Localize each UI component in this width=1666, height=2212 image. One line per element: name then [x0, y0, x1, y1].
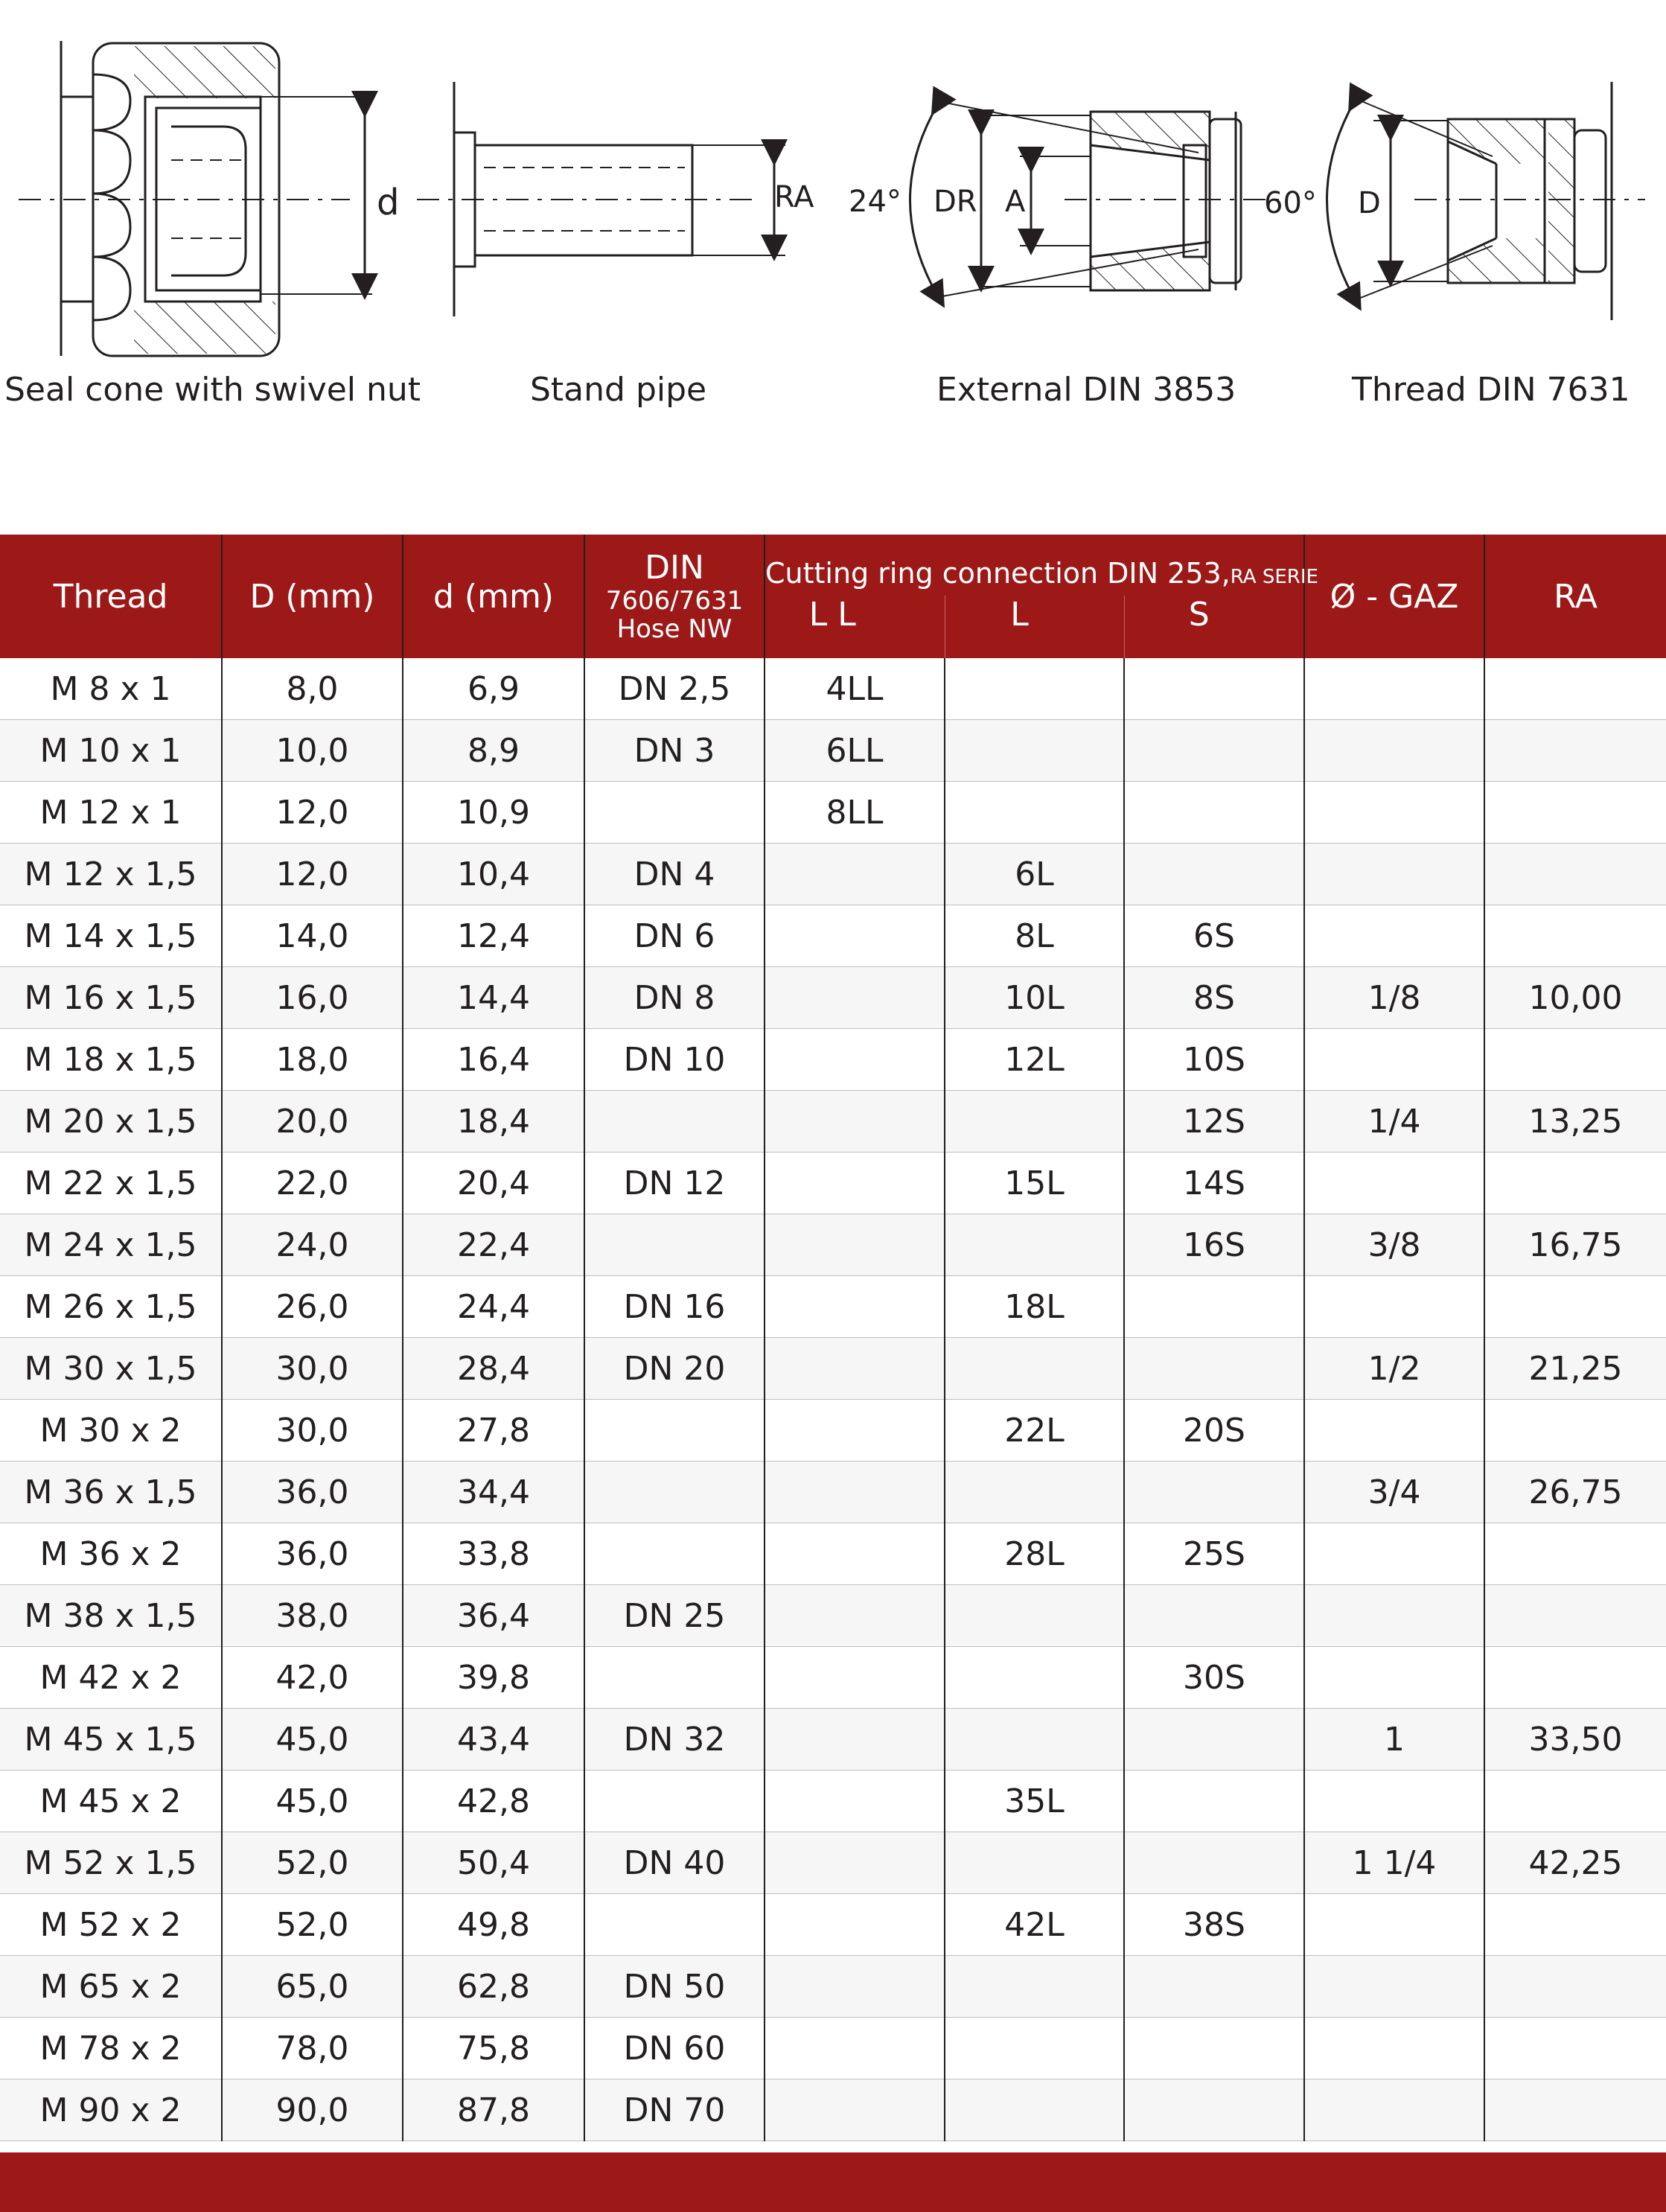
cell-s — [1124, 1585, 1304, 1647]
cell-ra: 10,00 — [1484, 967, 1666, 1029]
cell-din-hose — [584, 1770, 765, 1832]
cell-s — [1124, 1709, 1304, 1770]
header-gaz: Ø - GAZ — [1304, 535, 1484, 658]
cell-din-hose: DN 12 — [584, 1153, 765, 1214]
cell-thread: M 90 x 2 — [0, 2079, 222, 2141]
cell-l: 12L — [945, 1029, 1124, 1091]
cell-gaz — [1304, 844, 1484, 905]
cell-l — [945, 782, 1124, 844]
cell-inner-diameter: 34,4 — [403, 1462, 584, 1523]
cell-outer-diameter: 12,0 — [222, 844, 403, 905]
cell-din-hose: DN 3 — [584, 720, 765, 782]
cell-thread: M 36 x 1,5 — [0, 1462, 222, 1523]
cell-s — [1124, 1832, 1304, 1894]
cell-thread: M 16 x 1,5 — [0, 967, 222, 1029]
cell-thread: M 12 x 1 — [0, 782, 222, 844]
cell-ll — [765, 1832, 945, 1894]
cell-outer-diameter: 14,0 — [222, 905, 403, 967]
cell-s: 10S — [1124, 1029, 1304, 1091]
cell-s — [1124, 1770, 1304, 1832]
cell-din-hose: DN 4 — [584, 844, 765, 905]
cell-din-hose: DN 70 — [584, 2079, 765, 2141]
cell-outer-diameter: 30,0 — [222, 1338, 403, 1400]
cell-outer-diameter: 36,0 — [222, 1523, 403, 1585]
table-row — [0, 1214, 1666, 1276]
cell-inner-diameter: 10,4 — [403, 844, 584, 905]
cell-inner-diameter: 22,4 — [403, 1214, 584, 1276]
table-header — [0, 535, 1666, 658]
cell-ra — [1484, 1585, 1666, 1647]
cell-ra — [1484, 2018, 1666, 2079]
cell-inner-diameter: 8,9 — [403, 720, 584, 782]
cell-inner-diameter: 10,9 — [403, 782, 584, 844]
cell-s — [1124, 2079, 1304, 2141]
cell-thread: M 8 x 1 — [0, 658, 222, 720]
cell-outer-diameter: 22,0 — [222, 1153, 403, 1214]
table-row — [0, 1647, 1666, 1709]
cell-ra — [1484, 844, 1666, 905]
footer-bar — [0, 2152, 1666, 2212]
table-row — [0, 782, 1666, 844]
table-row — [0, 1523, 1666, 1585]
cell-gaz: 3/8 — [1304, 1214, 1484, 1276]
cell-s — [1124, 1276, 1304, 1338]
cell-thread: M 20 x 1,5 — [0, 1091, 222, 1153]
cell-thread: M 45 x 1,5 — [0, 1709, 222, 1770]
thread-d-label: D — [1358, 186, 1381, 220]
cell-thread: M 52 x 2 — [0, 1894, 222, 1956]
cell-thread: M 10 x 1 — [0, 720, 222, 782]
cell-outer-diameter: 16,0 — [222, 967, 403, 1029]
cell-gaz — [1304, 1647, 1484, 1709]
table-row — [0, 1462, 1666, 1523]
cell-outer-diameter: 26,0 — [222, 1276, 403, 1338]
cell-ra — [1484, 2079, 1666, 2141]
table-row — [0, 1400, 1666, 1462]
table-row — [0, 1029, 1666, 1091]
cell-inner-diameter: 24,4 — [403, 1276, 584, 1338]
cell-ra: 42,25 — [1484, 1832, 1666, 1894]
cell-ra — [1484, 658, 1666, 720]
cell-inner-diameter: 87,8 — [403, 2079, 584, 2141]
cell-s: 6S — [1124, 905, 1304, 967]
cell-gaz — [1304, 658, 1484, 720]
cell-thread: M 36 x 2 — [0, 1523, 222, 1585]
cell-l: 42L — [945, 1894, 1124, 1956]
table-row — [0, 1338, 1666, 1400]
cell-gaz — [1304, 1770, 1484, 1832]
cell-ll — [765, 1462, 945, 1523]
cell-thread: M 38 x 1,5 — [0, 1585, 222, 1647]
diagram-strip — [0, 0, 1666, 447]
cell-outer-diameter: 8,0 — [222, 658, 403, 720]
cell-ll — [765, 1956, 945, 2018]
cell-s — [1124, 720, 1304, 782]
cell-thread: M 30 x 2 — [0, 1400, 222, 1462]
cell-gaz — [1304, 1400, 1484, 1462]
cell-ra — [1484, 1647, 1666, 1709]
cell-inner-diameter: 33,8 — [403, 1523, 584, 1585]
header-s: S — [1124, 596, 1304, 658]
cell-ll — [765, 2079, 945, 2141]
cell-gaz — [1304, 1585, 1484, 1647]
cell-thread: M 30 x 1,5 — [0, 1338, 222, 1400]
cell-din-hose — [584, 1214, 765, 1276]
header-cutting-ring-label: Cutting ring connection DIN 253, — [765, 557, 1231, 590]
cell-din-hose: DN 20 — [584, 1338, 765, 1400]
cell-s: 16S — [1124, 1214, 1304, 1276]
table-row — [0, 2018, 1666, 2079]
table-row — [0, 1770, 1666, 1832]
cell-thread: M 65 x 2 — [0, 1956, 222, 2018]
cell-gaz — [1304, 2079, 1484, 2141]
cell-ra: 26,75 — [1484, 1462, 1666, 1523]
cell-inner-diameter: 39,8 — [403, 1647, 584, 1709]
table-row — [0, 1956, 1666, 2018]
cell-outer-diameter: 45,0 — [222, 1770, 403, 1832]
external-din-caption: External DIN 3853 — [936, 371, 1236, 409]
cell-inner-diameter: 75,8 — [403, 2018, 584, 2079]
table-row — [0, 2079, 1666, 2141]
cell-din-hose — [584, 1647, 765, 1709]
cell-din-hose: DN 25 — [584, 1585, 765, 1647]
cell-inner-diameter: 12,4 — [403, 905, 584, 967]
cell-din-hose: DN 40 — [584, 1832, 765, 1894]
header-din-hose-nw: Hose NW — [616, 614, 733, 644]
cell-gaz — [1304, 2018, 1484, 2079]
cell-inner-diameter: 20,4 — [403, 1153, 584, 1214]
seal-cone-d-label: d — [377, 182, 400, 223]
cell-inner-diameter: 27,8 — [403, 1400, 584, 1462]
cell-l — [945, 1462, 1124, 1523]
cell-ll — [765, 1091, 945, 1153]
header-inner-diameter: d (mm) — [403, 535, 584, 658]
cell-l — [945, 1091, 1124, 1153]
cell-gaz: 1/4 — [1304, 1091, 1484, 1153]
cell-ll — [765, 1709, 945, 1770]
cell-din-hose — [584, 782, 765, 844]
cell-inner-diameter: 16,4 — [403, 1029, 584, 1091]
cell-inner-diameter: 18,4 — [403, 1091, 584, 1153]
seal-cone-caption: Seal cone with swivel nut — [4, 371, 421, 409]
cell-gaz — [1304, 1153, 1484, 1214]
cell-ll — [765, 1338, 945, 1400]
table-row — [0, 1709, 1666, 1770]
seal-cone-diagram — [19, 41, 372, 356]
cell-ll — [765, 1647, 945, 1709]
cell-ra: 21,25 — [1484, 1338, 1666, 1400]
cell-ra — [1484, 1770, 1666, 1832]
table-row — [0, 1585, 1666, 1647]
cell-outer-diameter: 12,0 — [222, 782, 403, 844]
cell-gaz: 1 — [1304, 1709, 1484, 1770]
cell-thread: M 52 x 1,5 — [0, 1832, 222, 1894]
cell-ll: 4LL — [765, 658, 945, 720]
cell-gaz — [1304, 1029, 1484, 1091]
cell-outer-diameter: 18,0 — [222, 1029, 403, 1091]
cell-gaz — [1304, 1894, 1484, 1956]
cell-outer-diameter: 78,0 — [222, 2018, 403, 2079]
cell-thread: M 12 x 1,5 — [0, 844, 222, 905]
cell-din-hose: DN 60 — [584, 2018, 765, 2079]
cell-ra — [1484, 1956, 1666, 2018]
stand-pipe-diagram — [417, 82, 785, 316]
table-row — [0, 905, 1666, 967]
table-row — [0, 967, 1666, 1029]
table-row — [0, 1153, 1666, 1214]
cell-outer-diameter: 42,0 — [222, 1647, 403, 1709]
cell-gaz — [1304, 782, 1484, 844]
cell-l — [945, 1647, 1124, 1709]
table-row — [0, 1832, 1666, 1894]
cell-ra — [1484, 720, 1666, 782]
cell-ra — [1484, 1029, 1666, 1091]
cell-gaz: 1/8 — [1304, 967, 1484, 1029]
cell-l: 6L — [945, 844, 1124, 905]
cell-ll — [765, 1214, 945, 1276]
cell-gaz — [1304, 905, 1484, 967]
header-l: L — [945, 596, 1124, 658]
cell-gaz: 3/4 — [1304, 1462, 1484, 1523]
cell-l: 8L — [945, 905, 1124, 967]
cell-ra — [1484, 1523, 1666, 1585]
cell-outer-diameter: 20,0 — [222, 1091, 403, 1153]
thread-angle-label: 60° — [1264, 186, 1317, 220]
external-dr-label: DR — [933, 185, 977, 219]
cell-thread: M 24 x 1,5 — [0, 1214, 222, 1276]
cell-ra: 33,50 — [1484, 1709, 1666, 1770]
cell-din-hose: DN 50 — [584, 1956, 765, 2018]
cell-gaz — [1304, 1276, 1484, 1338]
cell-s — [1124, 844, 1304, 905]
header-ra: RA — [1484, 535, 1666, 658]
cell-din-hose — [584, 1400, 765, 1462]
cell-l — [945, 720, 1124, 782]
cell-outer-diameter: 24,0 — [222, 1214, 403, 1276]
cell-s — [1124, 2018, 1304, 2079]
cell-ll — [765, 1523, 945, 1585]
cell-outer-diameter: 52,0 — [222, 1894, 403, 1956]
cell-s: 12S — [1124, 1091, 1304, 1153]
cell-outer-diameter: 38,0 — [222, 1585, 403, 1647]
cell-inner-diameter: 50,4 — [403, 1832, 584, 1894]
cell-s: 38S — [1124, 1894, 1304, 1956]
cell-inner-diameter: 49,8 — [403, 1894, 584, 1956]
cell-s — [1124, 1338, 1304, 1400]
cell-outer-diameter: 30,0 — [222, 1400, 403, 1462]
cell-s — [1124, 658, 1304, 720]
cell-gaz: 1 1/4 — [1304, 1832, 1484, 1894]
cell-inner-diameter: 28,4 — [403, 1338, 584, 1400]
cell-thread: M 42 x 2 — [0, 1647, 222, 1709]
cell-din-hose: DN 6 — [584, 905, 765, 967]
cell-inner-diameter: 62,8 — [403, 1956, 584, 2018]
cell-inner-diameter: 36,4 — [403, 1585, 584, 1647]
cell-din-hose — [584, 1091, 765, 1153]
cell-din-hose — [584, 1894, 765, 1956]
cell-outer-diameter: 65,0 — [222, 1956, 403, 2018]
cell-inner-diameter: 43,4 — [403, 1709, 584, 1770]
cell-outer-diameter: 36,0 — [222, 1462, 403, 1523]
header-cutting-ring — [765, 535, 1318, 596]
cell-ll — [765, 1894, 945, 1956]
cell-ll — [765, 1770, 945, 1832]
cell-ll — [765, 844, 945, 905]
table-row — [0, 1894, 1666, 1956]
header-din-title: DIN — [645, 549, 704, 587]
cell-gaz — [1304, 1956, 1484, 2018]
cell-ra: 13,25 — [1484, 1091, 1666, 1153]
table-row — [0, 844, 1666, 905]
cell-outer-diameter: 45,0 — [222, 1709, 403, 1770]
cell-l: 22L — [945, 1400, 1124, 1462]
cell-inner-diameter: 42,8 — [403, 1770, 584, 1832]
cell-l — [945, 1956, 1124, 2018]
cell-s: 20S — [1124, 1400, 1304, 1462]
cell-outer-diameter: 10,0 — [222, 720, 403, 782]
cell-ll — [765, 1276, 945, 1338]
cell-ra — [1484, 1276, 1666, 1338]
cell-ra: 16,75 — [1484, 1214, 1666, 1276]
cell-din-hose: DN 2,5 — [584, 658, 765, 720]
table-body — [0, 658, 1666, 2141]
cell-s — [1124, 782, 1304, 844]
cell-din-hose: DN 32 — [584, 1709, 765, 1770]
cell-gaz: 1/2 — [1304, 1338, 1484, 1400]
cell-s: 14S — [1124, 1153, 1304, 1214]
cell-outer-diameter: 90,0 — [222, 2079, 403, 2141]
cell-ra — [1484, 905, 1666, 967]
cell-l — [945, 1709, 1124, 1770]
cell-s: 8S — [1124, 967, 1304, 1029]
table-row — [0, 1091, 1666, 1153]
specification-table — [0, 535, 1666, 2141]
cell-thread: M 78 x 2 — [0, 2018, 222, 2079]
cell-l — [945, 1832, 1124, 1894]
cell-l — [945, 1338, 1124, 1400]
cell-ra — [1484, 782, 1666, 844]
table-row — [0, 720, 1666, 782]
cell-din-hose: DN 16 — [584, 1276, 765, 1338]
cell-inner-diameter: 6,9 — [403, 658, 584, 720]
cell-l: 15L — [945, 1153, 1124, 1214]
cell-l: 10L — [945, 967, 1124, 1029]
cell-thread: M 18 x 1,5 — [0, 1029, 222, 1091]
cell-thread: M 14 x 1,5 — [0, 905, 222, 967]
cell-din-hose — [584, 1523, 765, 1585]
cell-inner-diameter: 14,4 — [403, 967, 584, 1029]
cell-s: 25S — [1124, 1523, 1304, 1585]
header-thread: Thread — [0, 535, 222, 658]
cell-ll — [765, 1029, 945, 1091]
external-angle-label: 24° — [849, 185, 901, 219]
cell-din-hose — [584, 1462, 765, 1523]
header-outer-diameter: D (mm) — [222, 535, 403, 658]
cell-gaz — [1304, 1523, 1484, 1585]
table-row — [0, 1276, 1666, 1338]
cell-ll: 6LL — [765, 720, 945, 782]
cell-ra — [1484, 1894, 1666, 1956]
cell-l — [945, 658, 1124, 720]
cell-ll: 8LL — [765, 782, 945, 844]
cell-ll — [765, 967, 945, 1029]
cell-l: 28L — [945, 1523, 1124, 1585]
cell-ll — [765, 905, 945, 967]
cell-ll — [765, 2018, 945, 2079]
cell-din-hose: DN 8 — [584, 967, 765, 1029]
cell-s — [1124, 1956, 1304, 2018]
cell-l: 35L — [945, 1770, 1124, 1832]
thread-din-caption: Thread DIN 7631 — [1352, 371, 1630, 409]
cell-s: 30S — [1124, 1647, 1304, 1709]
cell-s — [1124, 1462, 1304, 1523]
cell-thread: M 26 x 1,5 — [0, 1276, 222, 1338]
cell-l — [945, 2018, 1124, 2079]
cell-ra — [1484, 1400, 1666, 1462]
header-ra-serie: RA SERIE — [1230, 566, 1318, 588]
cell-ll — [765, 1153, 945, 1214]
cell-thread: M 22 x 1,5 — [0, 1153, 222, 1214]
cell-gaz — [1304, 720, 1484, 782]
header-din-standard: 7606/7631 — [605, 586, 744, 616]
cell-l: 18L — [945, 1276, 1124, 1338]
cell-l — [945, 1214, 1124, 1276]
cell-l — [945, 2079, 1124, 2141]
cell-ra — [1484, 1153, 1666, 1214]
table-row — [0, 658, 1666, 720]
external-a-label: A — [1005, 185, 1026, 219]
cell-ll — [765, 1585, 945, 1647]
stand-pipe-caption: Stand pipe — [530, 371, 707, 409]
stand-pipe-ra-label: RA — [774, 180, 814, 214]
header-din-hose — [584, 535, 765, 658]
cell-outer-diameter: 52,0 — [222, 1832, 403, 1894]
cell-din-hose: DN 10 — [584, 1029, 765, 1091]
cell-thread: M 45 x 2 — [0, 1770, 222, 1832]
cell-ll — [765, 1400, 945, 1462]
cell-l — [945, 1585, 1124, 1647]
header-ll: L L — [765, 596, 945, 658]
